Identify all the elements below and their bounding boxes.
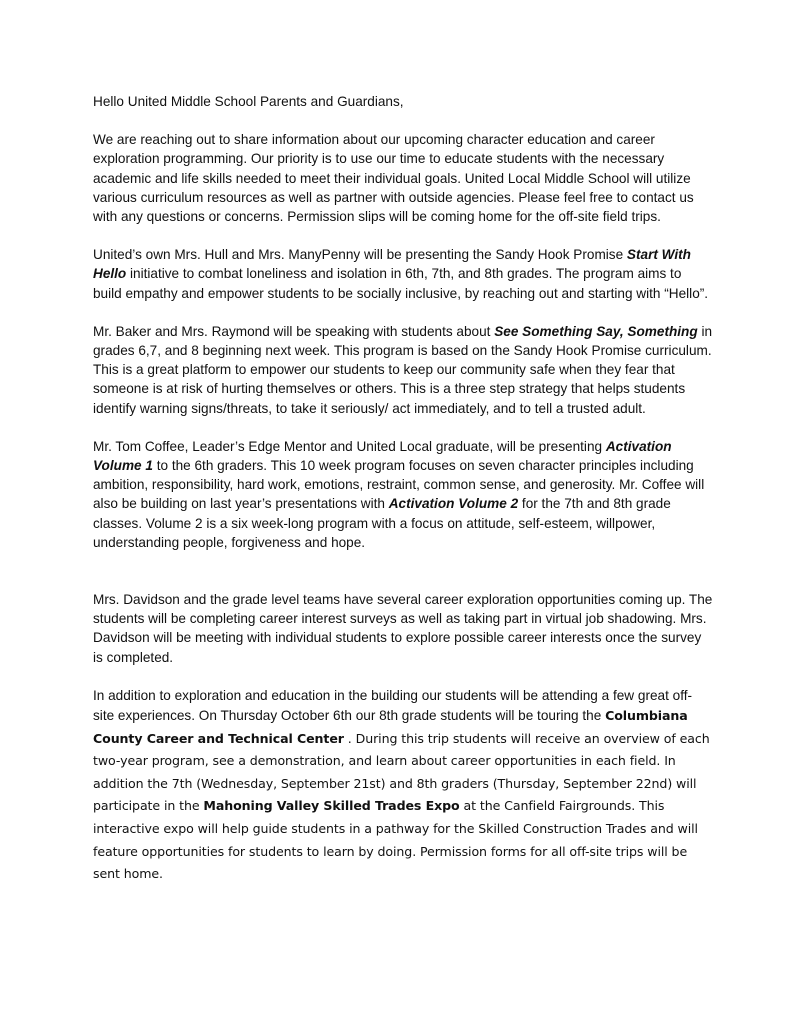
see-something-text-after: in grades 6,7, and 8 beginning next week. This program is based on the Sandy Hook Promise curriculum. This is a great platform to empower our students to keep our community safe when they fear that someone is at risk of hurting themselves or others. This is a three step strategy that helps students identify warning signs/threats, to take it seriously/ act immediately, and to tell a trusted adult. [93, 323, 713, 416]
hello-text-after: initiative to combat loneliness and isolation in 6th, 7th, and 8th grades. The program aims to build empathy and empower students to be socially inclusive, by reaching out and starting with “Hello”. [93, 266, 709, 301]
hello-text-before: United’s own Mrs. Hull and Mrs. ManyPenny will be presenting the Sandy Hook Promise [93, 247, 627, 263]
see-something-paragraph [93, 322, 713, 418]
see-something-program-name: See Something Say, Something [494, 323, 698, 339]
activation-paragraph [93, 437, 713, 552]
activation-text-after: for the 7th and 8th grade classes. Volume 2 is a six week-long program with a focus on attitude, self-esteem, willpower, understanding people, forgiveness and hope. [93, 496, 671, 550]
greeting: Hello United Middle School Parents and Guardians, [93, 94, 404, 109]
offsite-text-after: at the Canfield Fairgrounds. This interactive expo will help guide students in a pathway for the Skilled Construction Trades and will feature opportunities for students to learn by doing. Permission forms for all off-site trips will be sent home. [93, 798, 698, 882]
offsite-text-middle: . During this trip students will receive an overview of each two-year program, see a demonstration, and learn about career opportunities in each field. In addition the 7th (Wednesday, September 21st) and 8th graders (Thursday, September 22nd) will participate in the [93, 730, 710, 814]
skilled-trades-expo-name: Mahoning Valley Skilled Trades Expo [203, 798, 460, 814]
activation-text-middle: to the 6th graders. This 10 week program focuses on seven character principles including ambition, responsibility, hard work, emotions, restraint, common sense, and generosity. Mr. Coffee will also be building on last year’s presentations with [93, 458, 705, 512]
see-something-text-before: Mr. Baker and Mrs. Raymond will be speaking with students about [93, 323, 495, 339]
career-center-name: Columbiana County Career and Technical Center [93, 708, 688, 746]
start-with-hello-program-name: Start With Hello [93, 247, 691, 282]
career-exploration-paragraph: Mrs. Davidson and the grade level teams have several career exploration opportunities coming up. The students will be completing career interest surveys as well as taking part in virtual job shadowing. Mrs. Davidson will be meeting with individual students to explore possible career interests once the survey is completed. [93, 592, 713, 665]
offsite-text-before: In addition to exploration and education in the building our students will be attending a few great off-site experiences. On Thursday October 6th our 8th grade students will be touring the [93, 687, 693, 724]
letter-body [93, 92, 713, 886]
start-with-hello-paragraph [93, 245, 713, 303]
activation-volume-2-name: Activation Volume 2 [388, 496, 519, 512]
offsite-paragraph [93, 686, 713, 886]
activation-volume-1-name: Activation Volume 1 [93, 438, 672, 474]
activation-text-before: Mr. Tom Coffee, Leader’s Edge Mentor and United Local graduate, will be presenting [93, 438, 606, 454]
intro-paragraph: We are reaching out to share information about our upcoming character education and career exploration programming. Our priority is to use our time to educate students with the necessary academic and life skills needed to meet their individual goals. United Local Middle School will utilize various curriculum resources as well as partner with outside agencies. Please feel free to contact us with any questions or concerns. Permission slips will be coming home for the off-site field trips. [93, 132, 694, 225]
